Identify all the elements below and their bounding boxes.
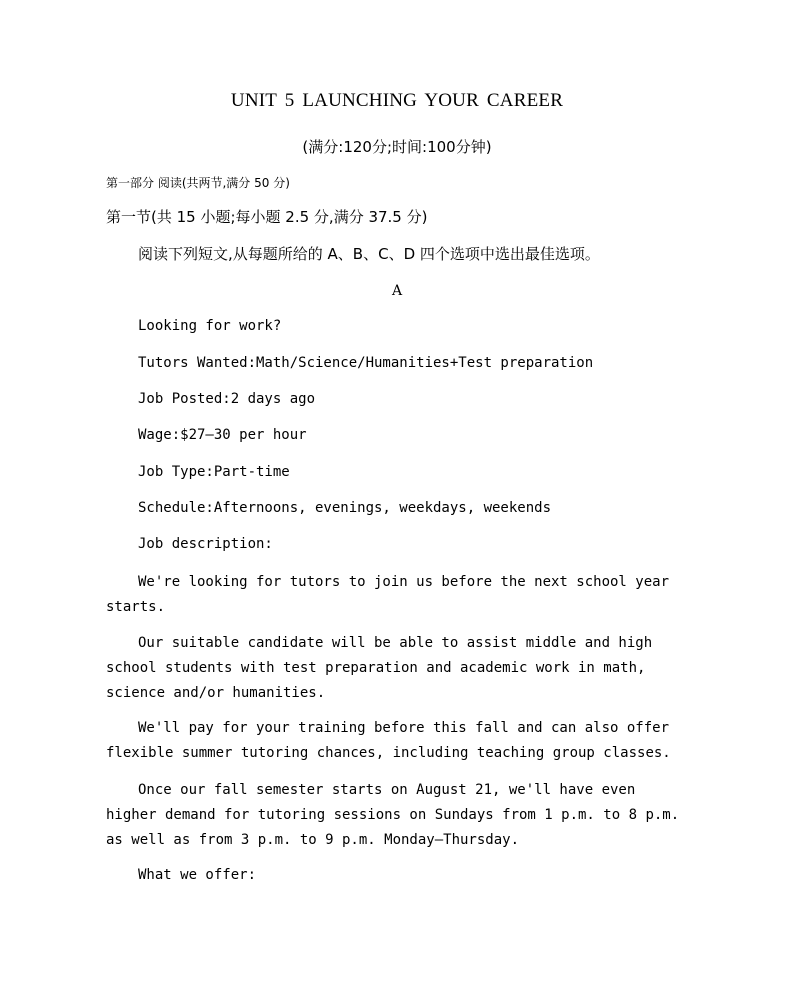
page-title: UNIT 5 LAUNCHING YOUR CAREER [230,90,564,111]
ad-line-job-type: Job Type:Part-time [138,464,290,480]
section-heading: 第一节(共 15 小题;每小题 2.5 分,满分 37.5 分) [106,208,428,226]
ad-line-job-posted: Job Posted:2 days ago [138,391,316,407]
ad-line-wage: Wage:$27—30 per hour [138,427,307,443]
ad-line-tutors-wanted: Tutors Wanted:Math/Science/Humanities+Test preparation [138,355,594,371]
ad-line-schedule: Schedule:Afternoons, evenings, weekdays, weekends [138,500,552,516]
ad-line-job-description: Job description: [138,536,273,552]
reading-instruction: 阅读下列短文,从每题所给的 A、B、C、D 四个选项中选出最佳选项。 [138,245,600,263]
paragraph-training: We'll pay for your training before this fall and can also offer flexible summer tutoring chances, including teaching group classes. [106,720,671,761]
exam-score-time: (满分:120分;时间:100分钟) [302,138,492,156]
paragraph-schedule: Once our fall semester starts on August 21, we'll have even higher demand for tutoring sessions on Sundays from 1 p.m. to 8 p.m. as well as from 3 p.m. to 9 p.m. Monday—Thursday. [106,782,680,848]
paragraph-candidate: Our suitable candidate will be able to assist middle and high school students with test preparation and academic work in math, science and/or humanities. [106,635,653,701]
part-heading: 第一部分 阅读(共两节,满分 50 分) [106,176,290,190]
paragraph-intro: We're looking for tutors to join us before the next school year starts. [106,574,670,615]
what-we-offer-heading: What we offer: [138,867,257,883]
passage-letter: A [391,283,403,299]
ad-heading: Looking for work? [138,318,282,334]
